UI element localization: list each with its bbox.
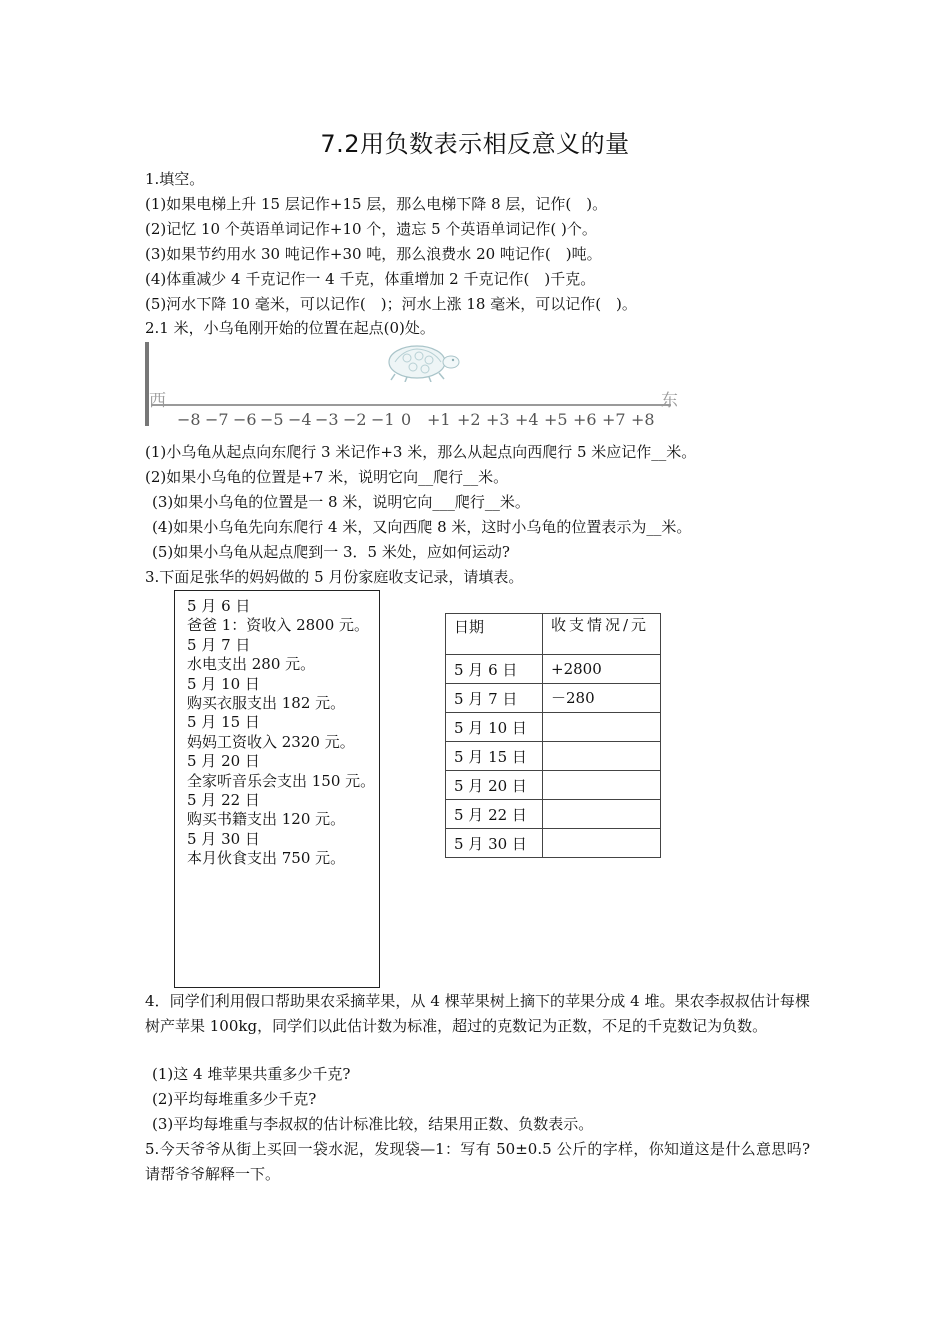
q2-item: (4)如果小乌龟先向东爬行 4 米，又向西爬 8 米，这时小乌龟的位置表示为__米。 <box>152 518 692 536</box>
tick-label: +2 <box>457 410 481 429</box>
date-cell: 5 月 6 日 <box>446 655 543 684</box>
amount-cell[interactable] <box>543 742 661 771</box>
tick-label: +8 <box>631 410 655 429</box>
header-amount: 收支情况/元 <box>543 614 661 655</box>
table-header-row <box>446 614 661 655</box>
date-cell: 5 月 20 日 <box>446 771 543 800</box>
q1-item: (2)记忆 10 个英语单词记作+10 个，遗忘 5 个英语单词记作( )个。 <box>145 220 597 238</box>
record-line: 妈妈工资收入 2320 元。 <box>187 732 355 751</box>
record-line: 5 月 7 日 <box>187 635 251 654</box>
table-row <box>446 771 661 800</box>
number-line-figure <box>143 338 703 430</box>
tick-label: −5 <box>260 410 284 429</box>
tick-label: +3 <box>486 410 510 429</box>
record-line: 购买书籍支出 120 元。 <box>187 810 346 829</box>
q1-item: (1)如果电梯上升 15 层记作+15 层，那么电梯下降 8 层，记作( )。 <box>145 195 608 213</box>
record-line: 5 月 10 日 <box>187 674 260 693</box>
tick-label: 0 <box>401 410 412 429</box>
q4-text: 4．同学们利用假口帮助果农采摘苹果，从 4 棵苹果树上摘下的苹果分成 4 堆。果农李叔叔估计每棵树产苹果 100kg，同学们以此估计数为标准，超过的克数记为正数，不足的千克数记为负数。 <box>145 992 810 1035</box>
date-cell: 5 月 22 日 <box>446 800 543 829</box>
record-line: 5 月 6 日 <box>187 597 251 615</box>
date-cell: 5 月 7 日 <box>446 684 543 713</box>
tick-label: −4 <box>288 410 312 429</box>
date-cell: 5 月 10 日 <box>446 713 543 742</box>
number-line-axis <box>151 404 671 406</box>
east-label: 东 <box>661 391 678 411</box>
record-line: 购买衣服支出 182 元。 <box>187 694 346 713</box>
amount-cell[interactable] <box>543 713 661 742</box>
amount-cell[interactable] <box>543 771 661 800</box>
q4-item: (3)平均每堆重与李叔叔的估计标准比较，结果用正数、负数表示。 <box>152 1115 594 1133</box>
table-row <box>446 713 661 742</box>
table-row <box>446 684 661 713</box>
table-row <box>446 800 661 829</box>
tick-label: −2 <box>343 410 367 429</box>
number-line-edge <box>145 342 149 426</box>
amount-cell[interactable]: －280 <box>543 684 661 713</box>
table-row <box>446 655 661 684</box>
record-line: 水电支出 280 元。 <box>187 655 316 674</box>
tick-label: −3 <box>315 410 339 429</box>
tick-label: +7 <box>602 410 626 429</box>
page-title: 7.2用负数表示相反意义的量 <box>320 130 630 158</box>
table-row <box>446 742 661 771</box>
tick-label: +6 <box>573 410 597 429</box>
q5-text: 5.今天爷爷从街上买回一袋水泥，发现袋—1：写有 50±0.5 公斤的字样，你知道这是什么意思吗?请帮爷爷解释一下。 <box>145 1140 810 1183</box>
q4-item: (2)平均每堆重多少千克? <box>152 1090 317 1108</box>
amount-cell[interactable] <box>543 829 661 858</box>
record-line: 爸爸 1：资收入 2800 元。 <box>187 616 370 635</box>
tick-label: +5 <box>544 410 568 429</box>
tick-label: −8 <box>177 410 201 429</box>
q4-item: (1)这 4 堆苹果共重多少千克? <box>152 1065 351 1083</box>
q2-item: (1)小乌龟从起点向东爬行 3 米记作+3 米，那么从起点向西爬行 5 米应记作__米。 <box>145 443 697 461</box>
tick-label: +4 <box>515 410 539 429</box>
q1-heading: 1.填空。 <box>145 170 205 188</box>
record-line: 全家听音乐会支出 150 元。 <box>187 771 376 790</box>
amount-cell[interactable] <box>543 800 661 829</box>
record-line: 5 月 15 日 <box>187 713 260 732</box>
west-label: 西 <box>149 391 166 411</box>
expense-records-box <box>174 590 380 988</box>
q1-item: (4)体重减少 4 千克记作一 4 千克，体重增加 2 千克记作( )千克。 <box>145 270 596 288</box>
q1-item: (3)如果节约用水 30 吨记作+30 吨，那么浪费水 20 吨记作( )吨。 <box>145 245 602 263</box>
header-date: 日期 <box>446 614 543 655</box>
tick-label: +1 <box>427 410 451 429</box>
tick-label: −6 <box>233 410 257 429</box>
q2-item: (5)如果小乌龟从起点爬到一 3．5 米处，应如何运动? <box>152 543 510 561</box>
turtle-icon <box>381 340 461 382</box>
record-line: 本月伙食支出 750 元。 <box>187 849 346 868</box>
q2-item: (2)如果小乌龟的位置是+7 米，说明它向__爬行__米。 <box>145 468 509 486</box>
date-cell: 5 月 30 日 <box>446 829 543 858</box>
amount-cell[interactable]: +2800 <box>543 655 661 684</box>
record-line: 5 月 22 日 <box>187 791 260 810</box>
table-row <box>446 829 661 858</box>
q1-item: (5)河水下降 10 毫米，可以记作( )；河水上涨 18 毫米，可以记作( )。 <box>145 295 637 313</box>
tick-label: −1 <box>371 410 395 429</box>
tick-label: −7 <box>205 410 229 429</box>
q2-heading: 2.1 米，小乌龟刚开始的位置在起点(0)处。 <box>145 319 435 337</box>
income-expense-table <box>445 613 661 858</box>
record-line: 5 月 20 日 <box>187 752 260 771</box>
date-cell: 5 月 15 日 <box>446 742 543 771</box>
q3-heading: 3.下面足张华的妈妈做的 5 月份家庭收支记录，请填表。 <box>145 568 524 586</box>
q2-item: (3)如果小乌龟的位置是一 8 米，说明它向___爬行__米。 <box>152 493 530 511</box>
record-line: 5 月 30 日 <box>187 829 260 848</box>
